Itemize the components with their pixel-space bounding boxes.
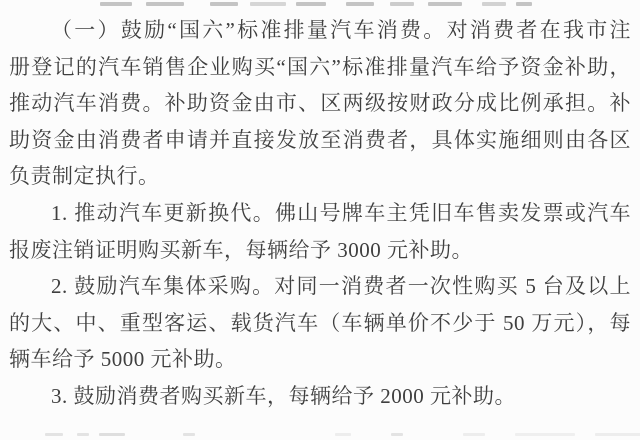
text-line-11: 3. 鼓励消费者购买新车，每辆给予 2000 元补助。 — [51, 383, 516, 408]
clipped-text-fragments-top — [100, 2, 532, 6]
text-line-9: 的大、中、重型客运、载货汽车（车辆单价不少于 50 万元），每 — [9, 310, 631, 335]
text-line-8: 2. 鼓励汽车集体采购。对同一消费者一次性购买 5 台及以上 — [51, 274, 631, 299]
text-line-1: （一）鼓励“国六”标准排量汽车消费。对消费者在我市注 — [51, 18, 631, 42]
clipped-text-fragments-bottom — [45, 433, 640, 436]
text-line-2: 册登记的汽车销售企业购买“国六”标准排量汽车给予资金补助， — [9, 54, 631, 79]
text-line-4: 助资金由消费者申请并直接发放至消费者，具体实施细则由各区 — [9, 127, 631, 152]
text-line-5: 负责制定执行。 — [9, 164, 160, 189]
text-line-7: 报废注销证明购买新车，每辆给予 3000 元补助。 — [9, 237, 473, 262]
text-line-10: 辆车给予 5000 元补助。 — [9, 347, 237, 372]
text-line-6: 1. 推动汽车更新换代。佛山号牌车主凭旧车售卖发票或汽车 — [51, 200, 631, 225]
text-line-3: 推动汽车消费。补助资金由市、区两级按财政分成比例承担。补 — [9, 91, 631, 116]
document-body — [9, 12, 631, 415]
